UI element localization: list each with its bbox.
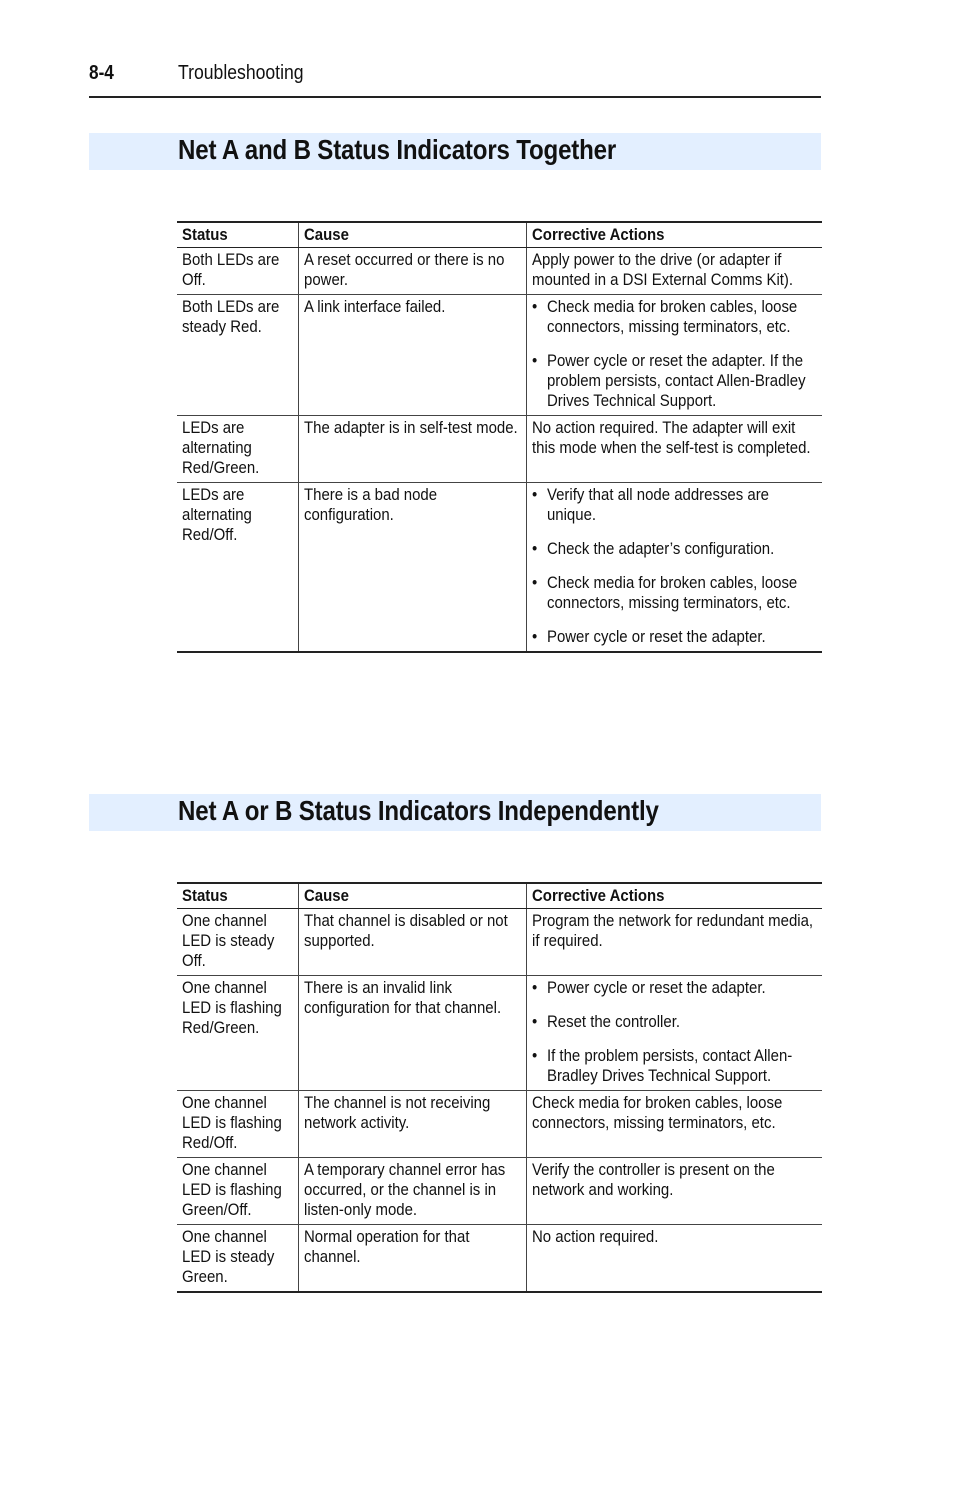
section-title: Net A or B Status Indicators Independently: [178, 795, 659, 826]
cause-cell: The channel is not receiving network activity.: [298, 1091, 526, 1158]
table-row: [177, 416, 822, 483]
status-cell: One channel LED is flashing Green/Off.: [177, 1158, 298, 1225]
table-row: [177, 1091, 822, 1158]
action-cell: [526, 483, 822, 653]
page-header: [89, 60, 821, 98]
column-header-corrective-actions: Corrective Actions: [526, 883, 822, 909]
column-header-status: Status: [177, 222, 298, 248]
action-item: • Power cycle or reset the adapter.: [531, 978, 766, 997]
cause-cell: There is a bad node configuration.: [298, 483, 526, 653]
table-header-row: [177, 222, 822, 248]
cause-cell: A link interface failed.: [298, 295, 526, 416]
bullet-icon: •: [531, 297, 537, 316]
action-cell: Program the network for redundant media, if required.: [526, 909, 822, 976]
action-item: • Power cycle or reset the adapter.: [531, 627, 766, 646]
section-heading-bar: [89, 133, 821, 170]
running-title: Troubleshooting: [178, 62, 304, 84]
column-header-cause: Cause: [298, 222, 526, 248]
cause-cell: There is an invalid link configuration for that channel.: [298, 976, 526, 1091]
bullet-icon: •: [531, 1012, 537, 1031]
action-list: [532, 297, 818, 411]
action-item: • Reset the controller.: [531, 1012, 680, 1031]
status-cell: One channel LED is steady Green.: [177, 1225, 298, 1293]
table-row: [177, 483, 822, 653]
status-cell: LEDs are alternating Red/Off.: [177, 483, 298, 653]
table-row: [177, 295, 822, 416]
cause-cell: Normal operation for that channel.: [298, 1225, 526, 1293]
table-row: [177, 1158, 822, 1225]
bullet-icon: •: [531, 573, 537, 592]
status-cell: Both LEDs are Off.: [177, 248, 298, 295]
column-header-status: Status: [177, 883, 298, 909]
bullet-icon: •: [531, 485, 537, 504]
cause-cell: The adapter is in self-test mode.: [298, 416, 526, 483]
status-cell: LEDs are alternating Red/Green.: [177, 416, 298, 483]
action-item: • Power cycle or reset the adapter. If the problem persists, contact Allen-Bradley Drives Technical Support.: [531, 351, 806, 410]
status-cell: Both LEDs are steady Red.: [177, 295, 298, 416]
action-cell: No action required. The adapter will exit this mode when the self-test is completed.: [526, 416, 822, 483]
bullet-icon: •: [531, 539, 537, 558]
column-header-corrective-actions: Corrective Actions: [526, 222, 822, 248]
table-row: [177, 909, 822, 976]
bullet-icon: •: [531, 1046, 537, 1065]
status-cell: One channel LED is flashing Red/Green.: [177, 976, 298, 1091]
action-item: • If the problem persists, contact Allen-Bradley Drives Technical Support.: [531, 1046, 792, 1085]
action-cell: [526, 976, 822, 1091]
table-row: [177, 976, 822, 1091]
status-table-together: [177, 221, 822, 653]
action-item: • Check the adapter’s configuration.: [531, 539, 774, 558]
status-cell: One channel LED is steady Off.: [177, 909, 298, 976]
action-cell: Apply power to the drive (or adapter if mounted in a DSI External Comms Kit).: [526, 248, 822, 295]
bullet-icon: •: [531, 351, 537, 370]
action-list: [532, 978, 818, 1086]
action-cell: No action required.: [526, 1225, 822, 1293]
page-number: 8-4: [89, 62, 114, 84]
column-header-cause: Cause: [298, 883, 526, 909]
action-item: • Verify that all node addresses are unique.: [531, 485, 769, 524]
action-cell: [526, 295, 822, 416]
table-row: [177, 248, 822, 295]
action-item: • Check media for broken cables, loose connectors, missing terminators, etc.: [531, 573, 797, 612]
status-table-independently: [177, 882, 822, 1293]
status-cell: One channel LED is flashing Red/Off.: [177, 1091, 298, 1158]
section-title: Net A and B Status Indicators Together: [178, 134, 617, 165]
action-cell: Verify the controller is present on the network and working.: [526, 1158, 822, 1225]
bullet-icon: •: [531, 978, 537, 997]
action-list: [532, 485, 818, 647]
table-row: [177, 1225, 822, 1293]
action-item: • Check media for broken cables, loose connectors, missing terminators, etc.: [531, 297, 797, 336]
cause-cell: That channel is disabled or not supported.: [298, 909, 526, 976]
bullet-icon: •: [531, 627, 537, 646]
table-header-row: [177, 883, 822, 909]
cause-cell: A reset occurred or there is no power.: [298, 248, 526, 295]
action-cell: Check media for broken cables, loose connectors, missing terminators, etc.: [526, 1091, 822, 1158]
cause-cell: A temporary channel error has occurred, or the channel is in listen-only mode.: [298, 1158, 526, 1225]
section-heading-bar: [89, 794, 821, 831]
